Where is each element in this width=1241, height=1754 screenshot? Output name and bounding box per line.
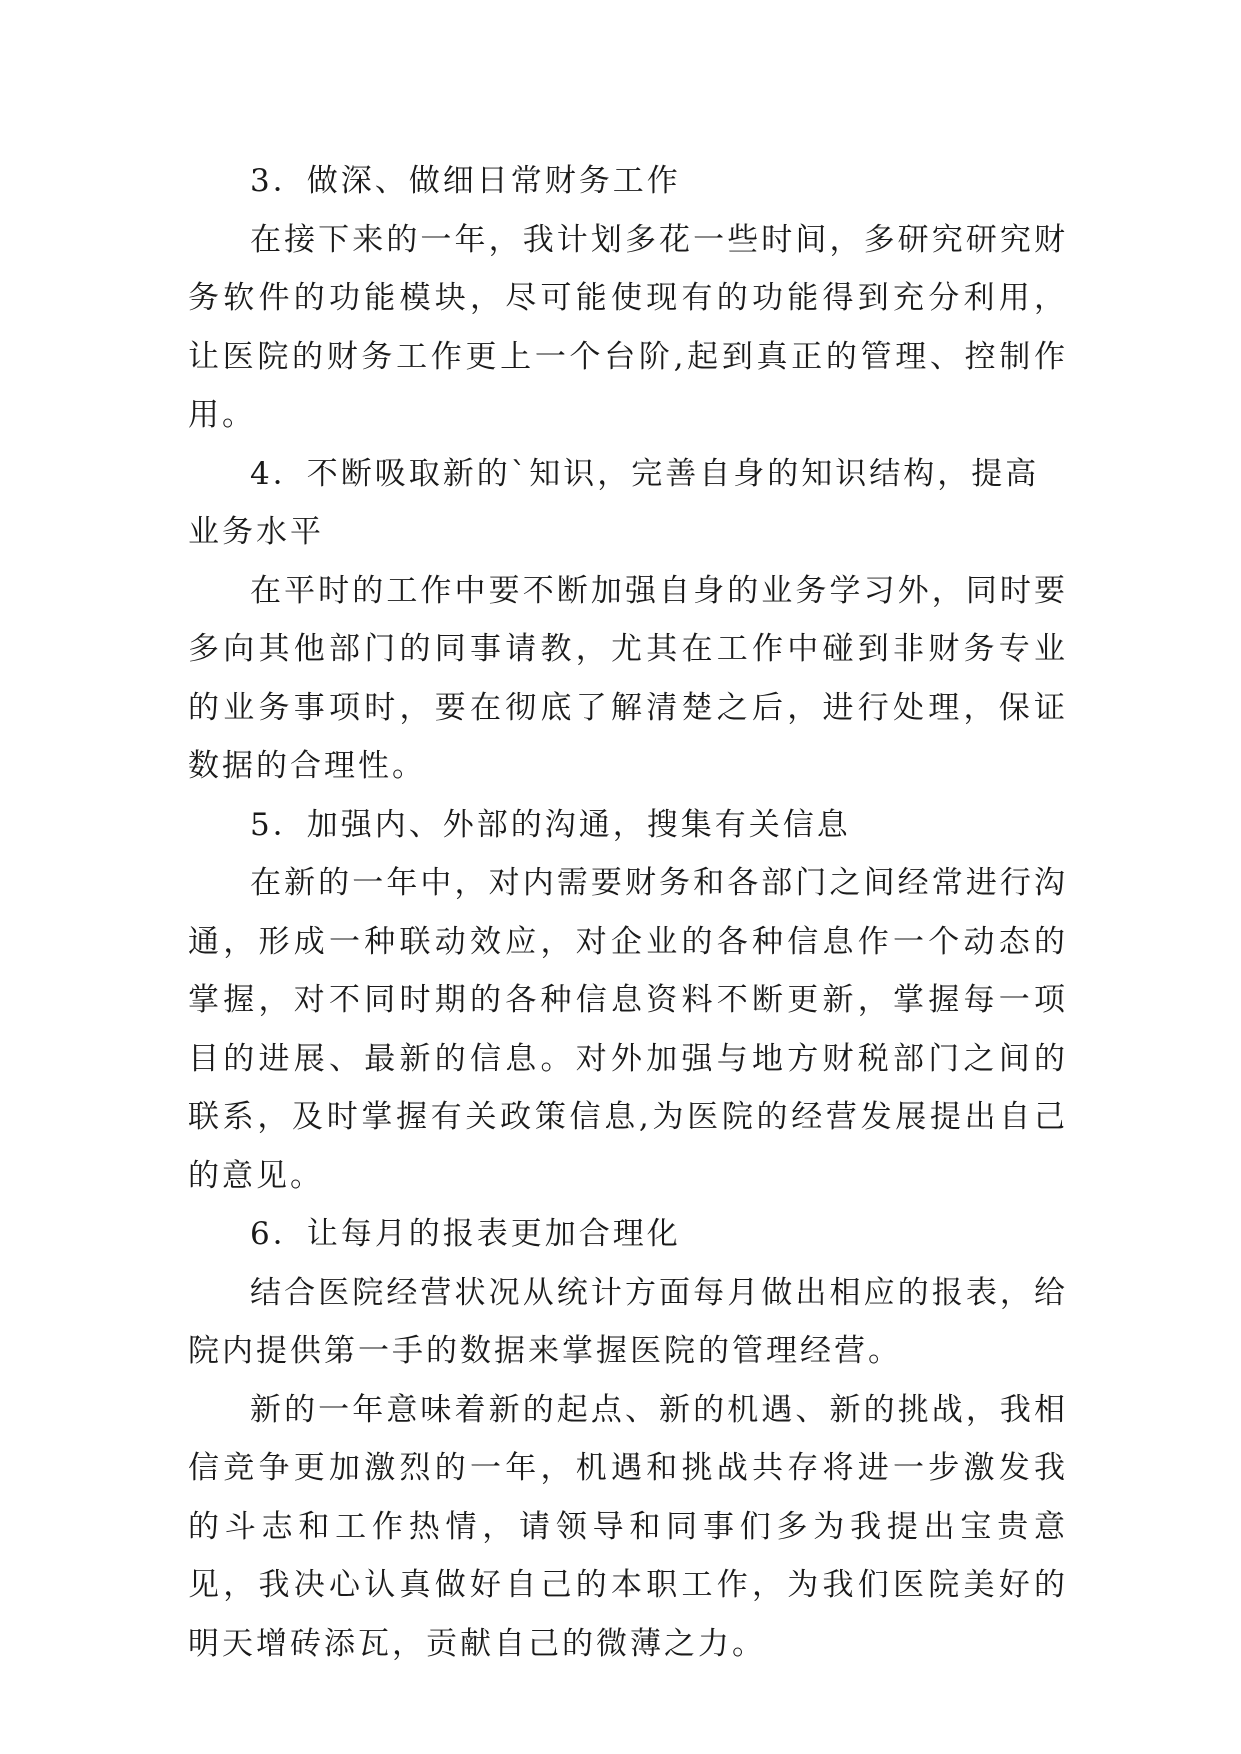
paragraph: 结合医院经营状况从统计方面每月做出相应的报表，给院内提供第一手的数据来掌握医院的管理经营。 — [188, 1274, 1068, 1369]
section-heading-6: 6．让每月的报表更加合理化 — [250, 1216, 681, 1252]
section-heading-4: 4．不断吸取新的`知识，完善自身的知识结构，提高业务水平 — [188, 455, 1040, 550]
paragraph: 在接下来的一年，我计划多花一些时间，多研究研究财务软件的功能模块，尽可能使现有的功能得到充分利用，让医院的财务工作更上一个台阶,起到真正的管理、控制作用。 — [188, 221, 1068, 433]
paragraph: 在平时的工作中要不断加强自身的业务学习外，同时要多向其他部门的同事请教，尤其在工作中碰到非财务专业的业务事项时，要在彻底了解清楚之后，进行处理，保证数据的合理性。 — [188, 572, 1068, 784]
closing-paragraph: 新的一年意味着新的起点、新的机遇、新的挑战，我相信竞争更加激烈的一年，机遇和挑战共存将进一步激发我的斗志和工作热情，请领导和同事们多为我提出宝贵意见，我决心认真做好自己的本职工作，为我们医院美好的明天增砖添瓦，贡献自己的微薄之力。 — [188, 1391, 1068, 1662]
paragraph: 在新的一年中，对内需要财务和各部门之间经常进行沟通，形成一种联动效应，对企业的各种信息作一个动态的掌握，对不同时期的各种信息资料不断更新，掌握每一项目的进展、最新的信息。对外加强与地方财税部门之间的联系，及时掌握有关政策信息,为医院的经营发展提出自己的意见。 — [188, 865, 1068, 1194]
document-body — [188, 152, 1068, 1673]
section-heading-3: 3．做深、做细日常财务工作 — [250, 163, 681, 199]
section-heading-5: 5．加强内、外部的沟通，搜集有关信息 — [250, 806, 851, 843]
